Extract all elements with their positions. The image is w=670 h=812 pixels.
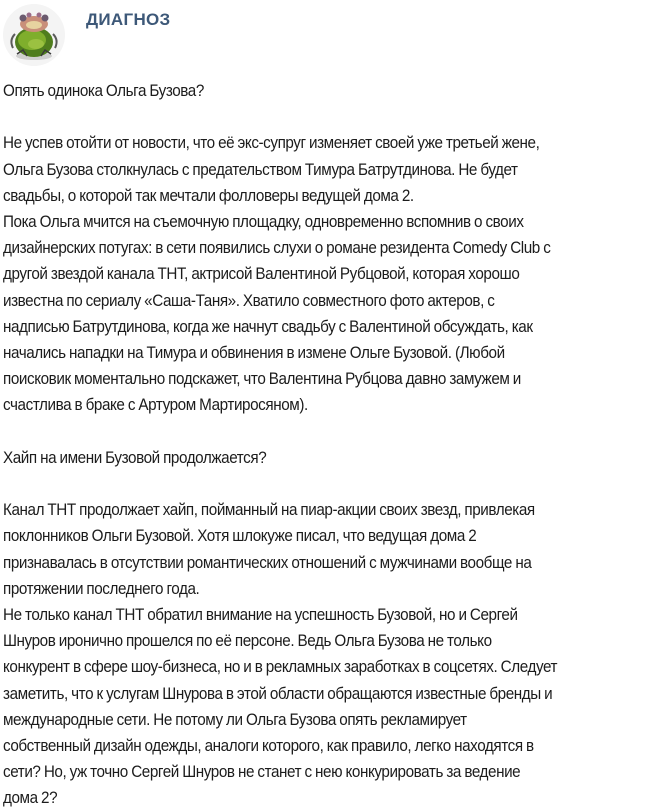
post-line: поисковик моментально подскажет, что Валентина Рубцова давно замужем и (3, 370, 521, 389)
post-line: начались нападки на Тимура и обвинения в измене Ольге Бузовой. (Любой (3, 344, 505, 363)
post-line: собственный дизайн одежды, аналоги которого, как правило, легко находятся в (3, 737, 534, 756)
post-line: Канал ТНТ продолжает хайп, пойманный на пиар-акции своих звезд, привлекая (3, 501, 535, 520)
post-line: конкурент в сфере шоу-бизнеса, но и в рекламных заработках в соцсетях. Следует (3, 658, 558, 677)
post-line: поклонников Ольги Бузовой. Хотя шлокуже писал, что ведущая дома 2 (3, 527, 477, 546)
post-line: счастлива в браке с Артуром Мартиросяном). (3, 396, 308, 415)
post-line: сети? Но, уж точно Сергей Шнуров не станет с нею конкурировать за ведение (3, 763, 521, 782)
spacer (3, 419, 667, 445)
post-line: дома 2? (3, 789, 58, 808)
post-line: международные сети. Не потому ли Ольга Бузова опять рекламирует (3, 710, 467, 729)
post-line: заметить, что к услугам Шнурова в этой области обращаются известные бренды и (3, 684, 553, 703)
post-line: дизайнерских потугах: в сети появились слухи о романе резидента Comedy Club с (3, 239, 551, 258)
post-line: Не только канал ТНТ обратил внимание на успешность Бузовой, но и Сергей (3, 606, 518, 625)
spacer (3, 104, 667, 130)
post-line: признавалась в отсутствии романтических отношений с мужчинами вообще на (3, 553, 532, 572)
post-heading-1: Опять одинока Ольга Бузова? (3, 82, 204, 100)
post-heading-2: Хайп на имени Бузовой продолжается? (3, 448, 267, 467)
post-line: свадьбы, о которой так мечтали фолловеры ведущей дома 2. (3, 186, 414, 205)
post-line: протяжении последнего года. (3, 579, 200, 598)
post-text (3, 78, 667, 812)
post-line: Пока Ольга мчится на съемочную площадку, одновременно вспомнив о своих (3, 213, 524, 231)
spacer (3, 471, 667, 497)
post-line: Шнуров иронично прошелся по её персоне. Ведь Ольга Бузова не только (3, 632, 492, 651)
group-name-link[interactable]: ДИАГНОЗ (86, 10, 171, 29)
post-line: Ольга Бузова столкнулась с предательством Тимура Батрутдинова. Не будет (3, 160, 518, 179)
post-header (0, 0, 670, 70)
post-line: надписью Батрутдинова, когда же начнут свадьбу с Валентиной обсуждать, как (3, 317, 533, 336)
post-line: известна по сериалу «Саша-Таня». Хватило совместного фото актеров, с (3, 291, 495, 310)
group-avatar[interactable] (3, 4, 65, 66)
group-avatar-frog-icon (3, 4, 65, 66)
post-line: Не успев отойти от новости, что её экс-супруг изменяет своей уже третьей жене, (3, 134, 540, 153)
post-line: другой звездой канала ТНТ, актрисой Валентиной Рубцовой, которая хорошо (3, 265, 520, 284)
